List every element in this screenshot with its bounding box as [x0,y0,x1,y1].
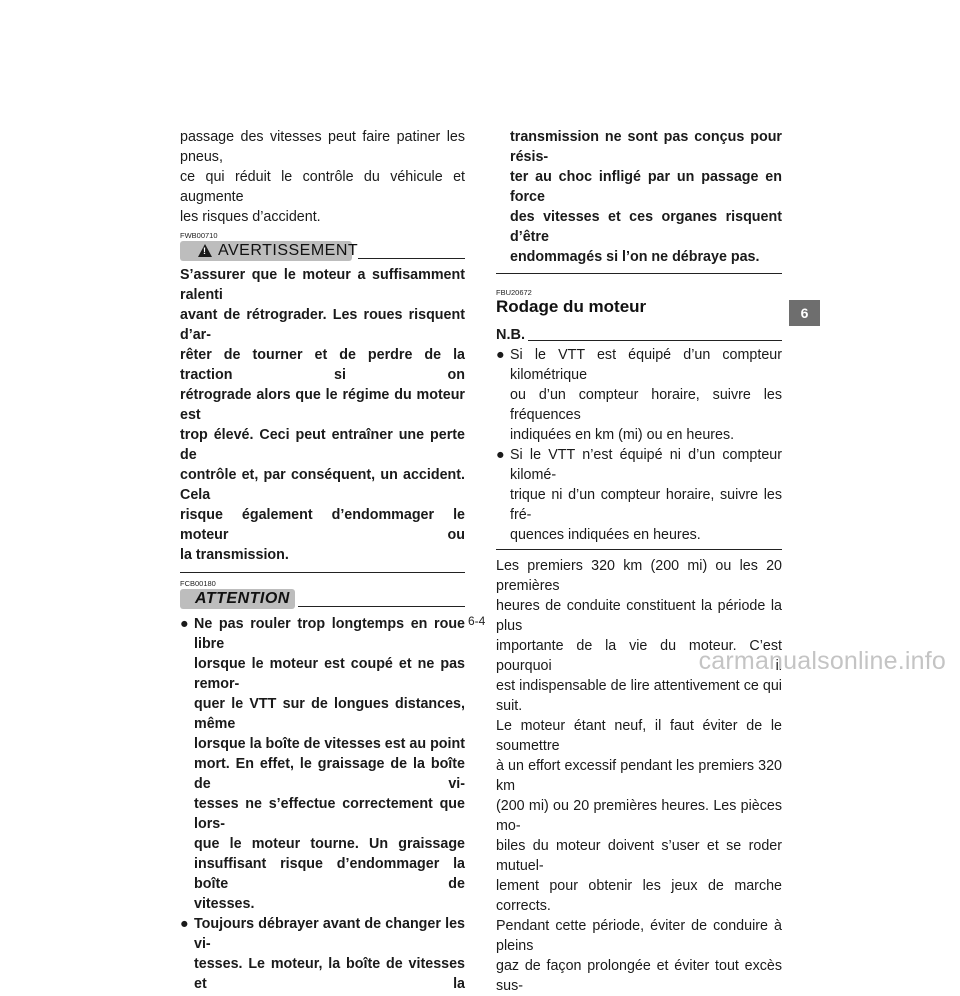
body-line: Le moteur étant neuf, il faut éviter de le soumettre [496,718,782,754]
warning-line: avant de rétrograder. Les roues risquent d’ar- [180,307,465,343]
nb-bullet [496,445,782,545]
warning-line: la transmission. [180,547,289,563]
body-line: gaz de façon prolongée et éviter tout excès sus- [496,958,782,994]
bullet-line: trique ni d’un compteur horaire, suivre les fré- [510,487,782,523]
warning-line: rêter de tourner et de perdre de la traction si on [180,347,465,383]
bullet-line: lorsque le moteur est coupé et ne pas remor- [194,656,465,692]
chapter-tab: 6 [789,300,820,326]
body-line: (200 mi) ou 20 premières heures. Les pièces mo- [496,798,782,834]
attention-bullets [180,614,465,994]
attention-badge [180,589,295,609]
warning-line: trop élevé. Ceci peut entraîner une perte de [180,427,465,463]
continued-line: ter au choc infligé par un passage en force [510,169,782,205]
intro-line: passage des vitesses peut faire patiner les pneus, [180,129,465,165]
bullet-line: mort. En effet, le graissage de la boîte de vi- [194,756,465,792]
bullet-line: quences indiquées en heures. [510,527,701,543]
warning-text [180,265,465,565]
bullet-line: tesses. Le moteur, la boîte de vitesses et la [194,956,465,992]
warning-line: contrôle et, par conséquent, un accident. Cela [180,467,465,503]
bullet-line: Ne pas rouler trop longtemps en roue libre [194,616,465,652]
attention-end-rule [496,273,782,274]
warning-header-rule [358,258,465,259]
section-title: Rodage du moteur [496,297,647,316]
bullet-line: Si le VTT n’est équipé ni d’un compteur kilomé- [510,447,782,483]
warning-triangle-icon [198,244,212,257]
attention-code: FCB00180 [180,579,216,588]
bullet-line: ou d’un compteur horaire, suivre les fréquences [510,387,782,423]
body-line: à un effort excessif pendant les premiers 320 km [496,758,782,794]
body-line: lement pour obtenir les jeux de marche corrects. [496,878,782,914]
watermark: carmanualsonline.info [698,647,946,675]
bullet-dot-icon: ● [180,616,189,632]
bullet-line: tesses ne s’effectue correctement que lors- [194,796,465,832]
attention-bullet [180,614,465,914]
bullet-line: indiquées en km (mi) ou en heures. [510,427,735,443]
bullet-line: vitesses. [194,896,255,912]
warning-line: S’assurer que le moteur a suffisamment ralenti [180,267,465,303]
body-line: importante de la vie du moteur. C’est pourquoi il [496,638,782,674]
warning-label: AVERTISSEMENT [218,242,359,259]
bullet-line: quer le VTT sur de longues distances, même [194,696,465,732]
bullet-line: Si le VTT est équipé d’un compteur kilométrique [510,347,782,383]
attention-label: ATTENTION [195,590,290,607]
continued-line: des vitesses et ces organes risquent d’être [510,209,782,245]
body-text [496,556,782,996]
body-line: Pendant cette période, éviter de conduire à pleins [496,918,782,954]
body-line: est indispensable de lire attentivement ce qui suit. [496,678,782,714]
bullet-dot-icon: ● [496,347,505,363]
warning-end-rule [180,572,465,573]
continued-line: transmission ne sont pas conçus pour résis- [510,129,782,165]
attention-header-rule [298,606,465,607]
warning-line: rétrograde alors que le régime du moteur est [180,387,465,423]
continued-text [496,127,782,267]
bullet-dot-icon: ● [496,447,505,463]
body-line: Les premiers 320 km (200 mi) ou les 20 premières [496,558,782,594]
nb-header-rule [528,340,782,341]
left-column [180,127,465,994]
intro-line: les risques d’accident. [180,209,321,225]
body-line: heures de conduite constituent la période la plus [496,598,782,634]
intro-line: ce qui réduit le contrôle du véhicule et augmente [180,169,465,205]
nb-end-rule [496,549,782,550]
warning-badge [180,241,359,261]
bullet-line: Toujours débrayer avant de changer les vi- [194,916,465,952]
section-code: FBU20672 [496,288,532,297]
warning-header [180,241,465,263]
warning-line: risque également d’endommager le moteur ou [180,507,465,543]
intro-text [180,127,465,227]
attention-bullet [180,914,465,994]
nb-header [496,325,782,345]
nb-bullets [496,345,782,545]
bullet-line: que le moteur tourne. Un graissage [194,836,465,852]
nb-bullet [496,345,782,445]
bullet-line: insuffisant risque d’endommager la boîte de [194,856,465,892]
warning-code: FWB00710 [180,231,218,240]
bullet-line: lorsque la boîte de vitesses est au point [194,736,465,752]
bullet-dot-icon: ● [180,916,189,932]
attention-header [180,589,465,611]
page-number: 6-4 [468,614,486,628]
body-line: biles du moteur doivent s’user et se roder mutuel- [496,838,782,874]
nb-label: N.B. [496,327,525,343]
continued-line: endommagés si l’on ne débraye pas. [510,249,760,265]
right-column [496,127,782,996]
